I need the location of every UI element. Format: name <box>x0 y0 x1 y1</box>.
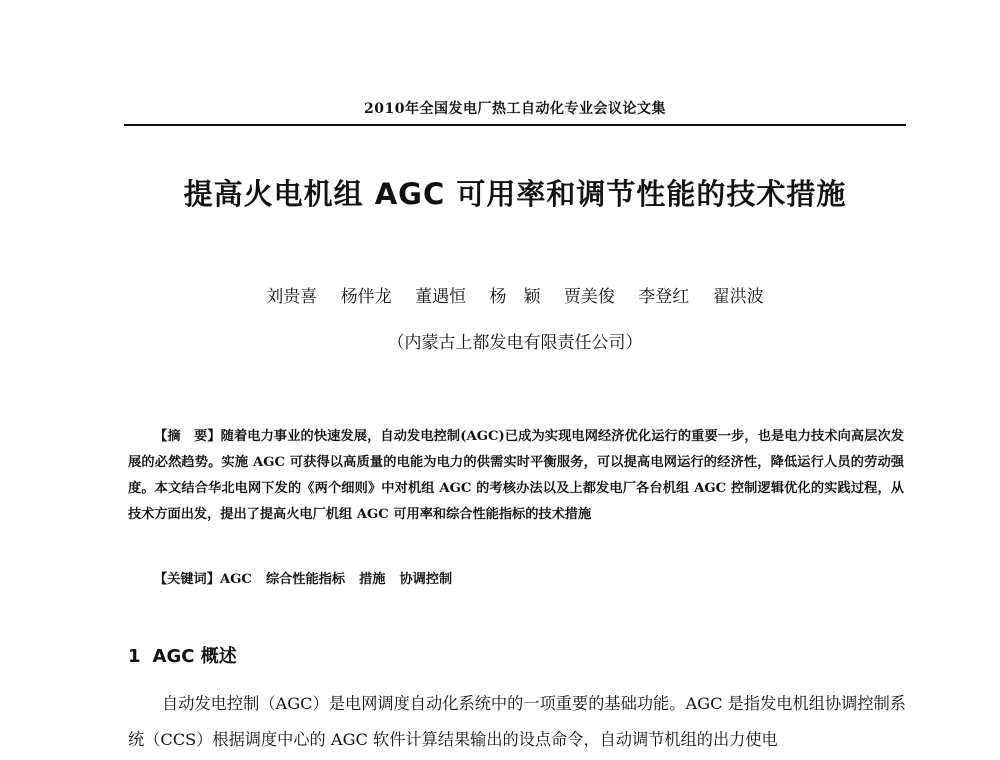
abstract <box>128 424 904 528</box>
author-affiliation: （内蒙古上都发电有限责任公司） <box>387 333 643 353</box>
abstract-label: 【摘 要】 <box>154 429 221 444</box>
body-paragraph <box>128 686 906 758</box>
paper-title: 提高火电机组 AGC 可用率和调节性能的技术措施 <box>183 177 847 211</box>
author-name: 李登红 <box>638 287 690 307</box>
keyword: 措施 <box>359 572 386 587</box>
author-name: 贾美俊 <box>563 287 615 307</box>
header-rule <box>124 124 906 126</box>
abstract-text: 随着电力事业的快速发展，自动发电控制(AGC)已成为实现电网经济优化运行的重要一步，也是电力技术向高层次发展的必然趋势。实施 AGC 可获得以高质量的电能为电力的供需实时平衡服务，可以提高电网运行的经济性，降低运行人员的劳动强度。本文结合华北电网下发的《两个细则》中对机组 AGC 的考核办法以及上都发电厂各台机组 AGC 控制逻辑优化的实践过程，从技术方面出发，提出了提高火电厂机组 AGC 可用率和综合性能指标的技术措施 <box>128 429 904 522</box>
section-title: AGC 概述 <box>152 646 237 667</box>
author-name: 董遇恒 <box>415 287 467 307</box>
author-list <box>120 282 910 307</box>
keyword: AGC <box>219 572 252 587</box>
keyword: 协调控制 <box>399 572 453 587</box>
section-heading <box>128 642 237 668</box>
author-name: 刘贵喜 <box>266 287 318 307</box>
author-name: 杨 颖 <box>489 287 541 307</box>
keywords <box>154 568 904 587</box>
author-name: 翟洪波 <box>712 287 764 307</box>
keyword: 综合性能指标 <box>265 572 346 587</box>
keywords-label: 【关键词】 <box>154 572 220 587</box>
section-number: 1 <box>128 646 141 667</box>
body-paragraph-text: 自动发电控制（AGC）是电网调度自动化系统中的一项重要的基础功能。AGC 是指发电机组协调控制系统（CCS）根据调度中心的 AGC 软件计算结果输出的设点命令，自动调节机组的出力使电 <box>128 694 906 749</box>
author-name: 杨伴龙 <box>340 287 392 307</box>
running-header: 2010年全国发电厂热工自动化专业会议论文集 <box>364 101 666 117</box>
